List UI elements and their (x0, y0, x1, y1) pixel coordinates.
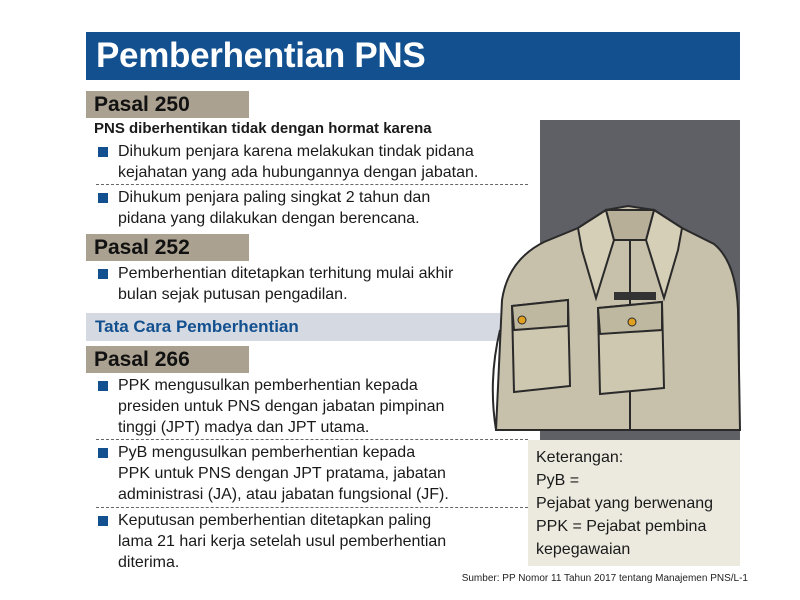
legend-line: PyB = (536, 472, 580, 489)
uniform-shirt-icon (486, 180, 744, 442)
tata-cara-heading: Tata Cara Pemberhentian (95, 317, 299, 336)
list-item-text: Dihukum penjara paling singkat 2 tahun dan pidana yang dilakukan dengan berencana. (118, 189, 431, 227)
pasal-266-heading: Pasal 266 (86, 346, 249, 373)
list-item-text: PyB mengusulkan pemberhentian kepada PPK untuk PNS dengan JPT pratama, jabatan administrasi (JA), atau jabatan fungsional (JF). (118, 444, 449, 503)
list-item-text: Keputusan pemberhentian ditetapkan paling lama 21 hari kerja setelah usul pemberhentian diterima. (118, 512, 447, 571)
legend-line: kepegawaian (536, 541, 631, 558)
legend-line: Pejabat yang berwenang (536, 495, 714, 512)
list-item (98, 510, 446, 573)
page-title: Pemberhentian PNS (96, 36, 426, 75)
list-item-text: Pemberhentian ditetapkan terhitung mulai akhir bulan sejak putusan pengadilan. (118, 265, 454, 303)
list-item-text: Dihukum penjara karena melakukan tindak pidana kejahatan yang ada hubungannya dengan jabatan. (118, 143, 479, 181)
tata-cara-bar (86, 313, 500, 341)
list-item (98, 375, 444, 438)
list-item (98, 263, 453, 305)
bullet-square-icon (98, 193, 108, 203)
bullet-square-icon (98, 381, 108, 391)
pasal-252-heading: Pasal 252 (86, 234, 249, 261)
legend-line: PPK = Pejabat pembina (536, 518, 707, 535)
dotted-divider (96, 184, 528, 185)
legend-heading: Keterangan: (536, 449, 624, 466)
list-item (98, 141, 478, 183)
bullet-square-icon (98, 516, 108, 526)
dotted-divider (96, 439, 528, 440)
title-bar (86, 32, 740, 80)
legend-box (528, 440, 740, 566)
list-item-text: PPK mengusulkan pemberhentian kepada presiden untuk PNS dengan jabatan pimpinan tinggi (JPT) madya dan JPT utama. (118, 377, 445, 436)
pasal-250-lead: PNS diberhentikan tidak dengan hormat karena (94, 120, 432, 137)
bullet-square-icon (98, 147, 108, 157)
bullet-square-icon (98, 448, 108, 458)
list-item (98, 187, 430, 229)
source-note: Sumber: PP Nomor 11 Tahun 2017 tentang Manajemen PNS/L-1 (461, 573, 748, 584)
pasal-250-heading: Pasal 250 (86, 91, 249, 118)
list-item (98, 442, 449, 505)
bullet-square-icon (98, 269, 108, 279)
dotted-divider (96, 507, 528, 508)
